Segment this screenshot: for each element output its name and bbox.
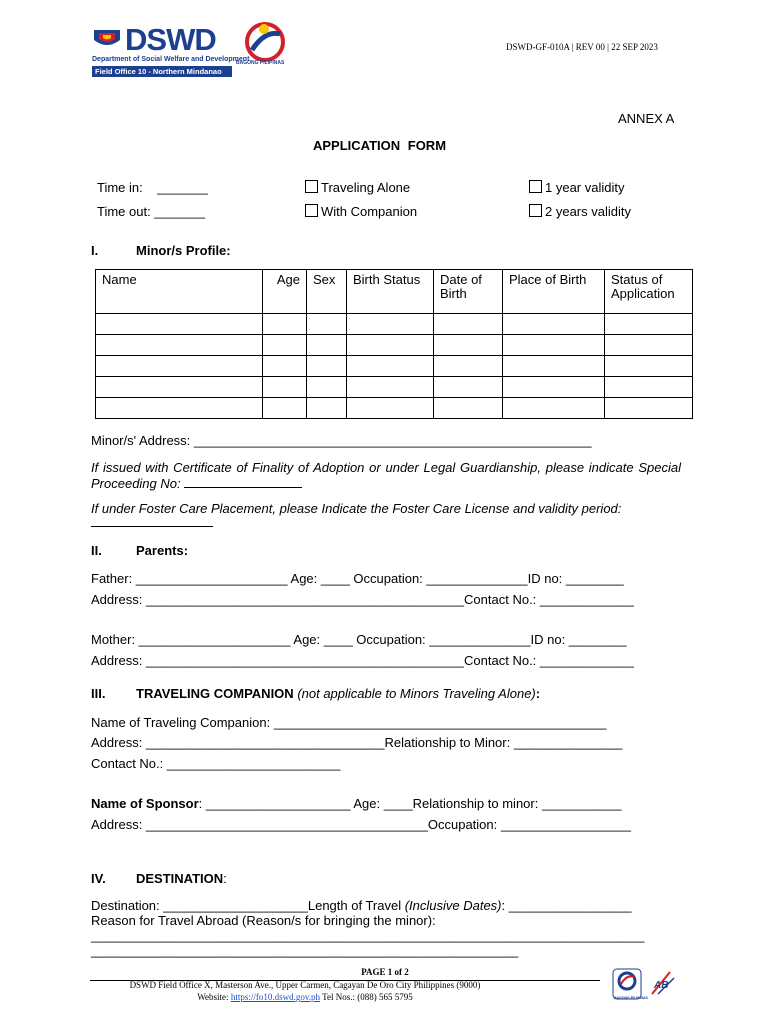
destination-suffix[interactable]: : _________________: [501, 898, 632, 913]
col-age: Age: [263, 270, 307, 314]
section-4-number: IV.: [91, 871, 106, 886]
dswd-logo-icon: [92, 26, 122, 52]
time-in-blank[interactable]: _______: [157, 180, 208, 195]
bp-footer-label: BAGONG PILIPINAS: [614, 996, 648, 1000]
minors-address-line[interactable]: [91, 433, 592, 448]
inclusive-dates-label: (Inclusive Dates): [404, 898, 502, 913]
bagong-pilipinas-label: BAGONG PILIPINAS: [236, 60, 285, 66]
section-3-colon: :: [535, 686, 541, 701]
companion-address-line[interactable]: Address: _________________________________Relationship to Minor: _______________: [91, 735, 623, 750]
footer-contact: [0, 992, 690, 1002]
col-place-of-birth: Place of Birth: [503, 270, 605, 314]
two-years-option[interactable]: [529, 204, 631, 219]
father-address-line[interactable]: Address: ____________________________________________Contact No.: _____________: [91, 592, 634, 607]
minors-profile-table: [95, 269, 693, 419]
tel-numbers: Tel Nos.: (088) 565 5795: [322, 992, 413, 1002]
document-code: DSWD-GF-010A | REV 00 | 22 SEP 2023: [506, 42, 658, 52]
foster-license-blank[interactable]: [91, 514, 213, 527]
table-row[interactable]: [96, 377, 693, 398]
website-link[interactable]: https://fo10.dswd.gov.ph: [230, 992, 320, 1002]
with-companion-label: With Companion: [321, 204, 418, 219]
table-header-row: [96, 270, 693, 314]
annex-label: ANNEX A: [618, 111, 675, 126]
col-sex: Sex: [307, 270, 347, 314]
table-row[interactable]: [96, 335, 693, 356]
section-4-colon: :: [223, 871, 227, 886]
field-office-banner: Field Office 10 - Northern Mindanao: [92, 66, 232, 77]
time-out-field: [97, 204, 205, 219]
mother-line[interactable]: Mother: _____________________ Age: ____ Occupation: ______________ID no: ________: [91, 632, 627, 647]
time-out-label: Time out:: [97, 204, 151, 219]
minors-address-blank[interactable]: _______________________________________________________: [193, 433, 592, 448]
one-year-checkbox[interactable]: [529, 180, 542, 193]
section-4-heading: [136, 871, 227, 886]
section-3-number: III.: [91, 686, 106, 701]
section-2-number: II.: [91, 543, 102, 558]
adoption-note: [91, 460, 681, 491]
section-3-note: (not applicable to Minors Traveling Alone): [297, 686, 536, 701]
col-status-of-application: Status of Application: [605, 270, 693, 314]
section-3-heading: [136, 686, 540, 701]
with-companion-option[interactable]: [305, 204, 417, 219]
dswd-logo-text: DSWD: [125, 22, 216, 57]
two-years-label: 2 years validity: [545, 204, 631, 219]
department-name: Department of Social Welfare and Development: [92, 56, 250, 63]
destination-line[interactable]: [91, 898, 632, 913]
reason-line-1[interactable]: _______________________________________________________________________________: [91, 929, 645, 943]
special-proceeding-blank[interactable]: [184, 475, 302, 488]
page-number: PAGE 1 of 2: [361, 967, 409, 977]
bagong-pilipinas-logo-icon: [240, 20, 290, 64]
one-year-option[interactable]: [529, 180, 624, 195]
adoption-text: If issued with Certificate of Finality of Adoption or under Legal Guardianship, please indicate Special Proceeding No:: [91, 460, 681, 491]
destination-prefix: Destination: ____________________Length of Travel: [91, 898, 405, 913]
form-title: APPLICATION FORM: [313, 138, 447, 153]
table-row[interactable]: [96, 314, 693, 335]
footer-address: DSWD Field Office X, Masterson Ave., Upper Carmen, Cagayan De Oro City Philippines (9000): [129, 980, 481, 990]
table-row[interactable]: [96, 356, 693, 377]
website-label: Website:: [197, 992, 229, 1002]
companion-name-line[interactable]: Name of Traveling Companion: ______________________________________________: [91, 715, 607, 730]
col-date-of-birth: Date of Birth: [434, 270, 503, 314]
foster-text: If under Foster Care Placement, please Indicate the Foster Care License and validity period:: [91, 501, 622, 516]
time-out-blank[interactable]: _______: [154, 204, 205, 219]
ab-logo-text: AB: [654, 980, 669, 991]
one-year-label: 1 year validity: [545, 180, 625, 195]
two-years-checkbox[interactable]: [529, 204, 542, 217]
time-in-field: [97, 180, 208, 195]
col-birth-status: Birth Status: [347, 270, 434, 314]
section-1-title: Minor/s Profile:: [136, 243, 231, 258]
time-in-label: Time in:: [97, 180, 143, 195]
table-row[interactable]: [96, 398, 693, 419]
traveling-alone-label: Traveling Alone: [321, 180, 411, 195]
with-companion-checkbox[interactable]: [305, 204, 318, 217]
companion-contact-line[interactable]: Contact No.: ________________________: [91, 756, 341, 771]
section-1-number: I.: [91, 243, 99, 258]
section-2-title: Parents:: [136, 543, 189, 558]
father-line[interactable]: Father: _____________________ Age: ____ Occupation: ______________ID no: ________: [91, 571, 624, 586]
traveling-alone-option[interactable]: [305, 180, 410, 195]
section-4-title: DESTINATION: [136, 871, 224, 886]
traveling-alone-checkbox[interactable]: [305, 180, 318, 193]
sponsor-address-line[interactable]: Address: _______________________________________Occupation: __________________: [91, 817, 632, 832]
mother-address-line[interactable]: Address: ____________________________________________Contact No.: _____________: [91, 653, 634, 668]
sponsor-label: Name of Sponsor: [91, 796, 199, 811]
col-name: Name: [96, 270, 263, 314]
reason-label: Reason for Travel Abroad (Reason/s for bringing the minor):: [91, 913, 436, 928]
minors-address-label: Minor/s' Address:: [91, 433, 191, 448]
sponsor-line[interactable]: [91, 796, 622, 811]
section-3-title: TRAVELING COMPANION: [136, 686, 294, 701]
sponsor-fields[interactable]: : ____________________ Age: ____Relationship to minor: ___________: [198, 796, 622, 811]
reason-line-2[interactable]: _____________________________________________________________: [91, 944, 519, 958]
